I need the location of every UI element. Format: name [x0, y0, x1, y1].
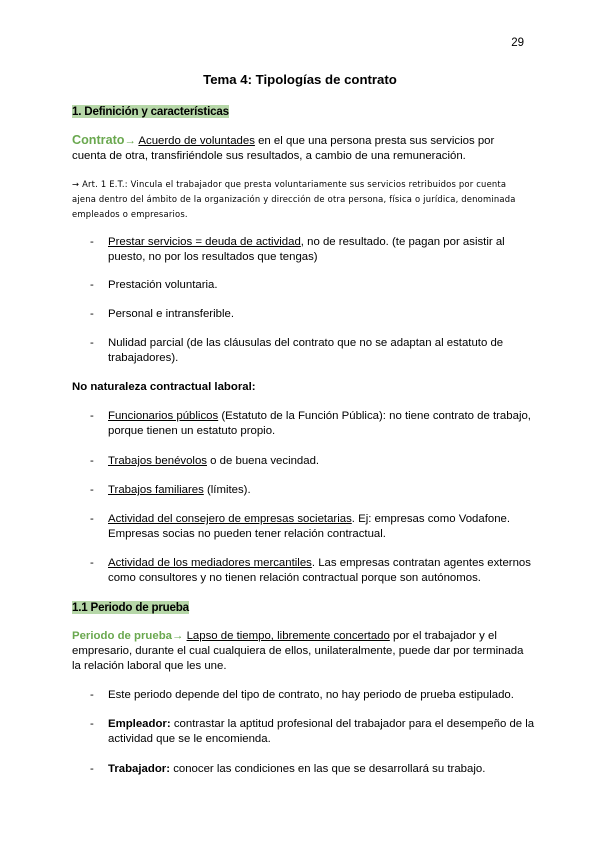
section-heading-1-text: 1. Definición y características	[72, 105, 229, 118]
list-item: - Actividad de los mediadores mercantiles. Las empresas contratan agentes externos como consultores y no tienen relación contractual porque son autónomos.	[90, 557, 531, 584]
article-note: → Art. 1 E.T.: Vincula el trabajador que presta voluntariamente sus servicios retribuidos por cuenta ajena dentro del ámbito de la organización y dirección de otra persona, física o jurídica, denominada empleados o empresarios.	[72, 179, 516, 219]
periodo-underlined: Lapso de tiempo, libremente concertado	[186, 630, 390, 642]
periodo-term: Periodo de prueba	[72, 630, 173, 642]
contrato-definition	[72, 133, 527, 164]
list-item: - Actividad del consejero de empresas societarias. Ej: empresas como Vodafone. Empresas socias no pueden tener relación contractual.	[90, 513, 511, 540]
list-item: - Empleador: contrastar la aptitud profesional del trabajador para el desempeño de la actividad que se le encomienda.	[90, 718, 535, 745]
page-title: Tema 4: Tipologías de contrato	[203, 72, 397, 87]
list-item: - Trabajos familiares (límites).	[90, 484, 251, 496]
contrato-term: Contrato	[72, 133, 125, 147]
contrato-underlined: Acuerdo de voluntades	[138, 135, 255, 147]
list-item: - Prestación voluntaria.	[90, 279, 218, 291]
page-number: 29	[511, 37, 524, 49]
list-item: - Funcionarios públicos (Estatuto de la Función Pública): no tiene contrato de trabajo, porque tienen un estatuto propio.	[90, 410, 531, 437]
list-item: - Trabajador: conocer las condiciones en las que se desarrollará su trabajo.	[90, 763, 486, 775]
periodo-definition	[72, 629, 527, 674]
section-heading-1	[72, 104, 229, 119]
list-item: - Personal e intransferible.	[90, 308, 234, 320]
list-item: - Trabajos benévolos o de buena vecindad.	[90, 455, 320, 467]
arrow-icon: →	[124, 135, 139, 147]
list-item: - Prestar servicios = deuda de actividad, no de resultado. (te pagan por asistir al puesto, no por los resultados que tengas)	[90, 236, 505, 263]
list-item: - Nulidad parcial (de las cláusulas del contrato que no se adaptan al estatuto de trabajadores).	[90, 337, 504, 364]
section-heading-1-1-text: 1.1 Periodo de prueba	[72, 601, 189, 614]
periodo-rest: por el trabajador y el empresario, durante el cual cualquiera de ellos, unilateralmente, puede dar por terminada la relación laboral que les une.	[72, 630, 524, 672]
contrato-rest: en el que una persona presta sus servicios por cuenta de otra, transfiriéndole sus resultados, a cambio de una remuneración.	[72, 135, 495, 162]
arrow-icon: →	[172, 630, 187, 642]
no-naturaleza-heading: No naturaleza contractual laboral:	[72, 381, 256, 393]
list-item: - Este periodo depende del tipo de contrato, no hay periodo de prueba estipulado.	[90, 689, 514, 701]
section-heading-1-1	[72, 600, 189, 615]
